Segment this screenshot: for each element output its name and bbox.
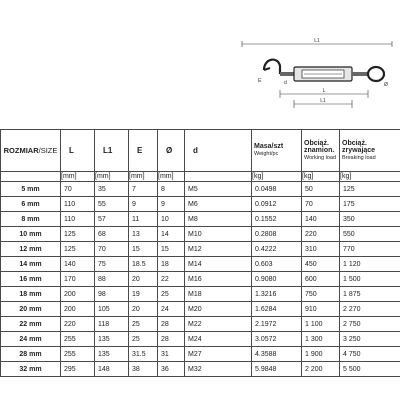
cell-breaking-load: 5 500 <box>340 362 400 377</box>
cell-working-load: 1 100 <box>302 317 340 332</box>
cell-d: M10 <box>185 227 252 242</box>
header-mass-en: Weight/pc <box>254 151 279 158</box>
header-size-alt: SIZE <box>40 145 58 155</box>
cell-phi: 8 <box>158 182 185 197</box>
cell-e: 20 <box>129 272 158 287</box>
header-row <box>1 130 400 172</box>
header-working-load <box>302 130 340 172</box>
label-e: E <box>258 78 262 84</box>
rod-left <box>280 72 294 76</box>
unit-e: [mm] <box>129 172 158 182</box>
cell-working-load: 310 <box>302 242 340 257</box>
table-row <box>1 362 400 377</box>
cell-l: 110 <box>61 212 95 227</box>
cell-phi: 31 <box>158 347 185 362</box>
header-working-load-pl-1: Obciąż. <box>304 139 329 147</box>
cell-mass: 5.9848 <box>252 362 302 377</box>
unit-l1: [mm] <box>95 172 129 182</box>
cell-phi: 25 <box>158 287 185 302</box>
cell-size: 24 mm <box>1 332 61 347</box>
cell-l: 125 <box>61 227 95 242</box>
cell-mass: 0.0912 <box>252 197 302 212</box>
cell-breaking-load: 2 270 <box>340 302 400 317</box>
table-row <box>1 227 400 242</box>
cell-breaking-load: 1 500 <box>340 272 400 287</box>
cell-l1: 148 <box>95 362 129 377</box>
cell-working-load: 750 <box>302 287 340 302</box>
unit-phi: [mm] <box>158 172 185 182</box>
cell-e: 25 <box>129 332 158 347</box>
table-row <box>1 317 400 332</box>
cell-phi: 36 <box>158 362 185 377</box>
cell-l1: 75 <box>95 257 129 272</box>
header-l: L <box>61 130 95 172</box>
cell-e: 19 <box>129 287 158 302</box>
header-size-main: ROZMIAR <box>3 145 39 155</box>
cell-e: 25 <box>129 317 158 332</box>
cell-l: 295 <box>61 362 95 377</box>
header-size-sep: / <box>38 145 41 155</box>
cell-mass: 1.3216 <box>252 287 302 302</box>
cell-mass: 0.603 <box>252 257 302 272</box>
table-row <box>1 272 400 287</box>
cell-breaking-load: 1 875 <box>340 287 400 302</box>
cell-size: 6 mm <box>1 197 61 212</box>
header-breaking-load-en: Breaking load <box>342 154 376 161</box>
table-row <box>1 182 400 197</box>
cell-size: 16 mm <box>1 272 61 287</box>
cell-d: M27 <box>185 347 252 362</box>
spec-table-body <box>1 182 400 377</box>
cell-l: 200 <box>61 302 95 317</box>
turnbuckle-drawing-svg <box>234 34 398 114</box>
cell-phi: 22 <box>158 272 185 287</box>
table-row <box>1 242 400 257</box>
header-size <box>1 130 61 172</box>
cell-phi: 10 <box>158 212 185 227</box>
unit-mass: [kg] <box>252 172 302 182</box>
cell-breaking-load: 350 <box>340 212 400 227</box>
cell-l: 220 <box>61 317 95 332</box>
cell-d: M16 <box>185 272 252 287</box>
label-l1: L1 <box>320 98 326 104</box>
cell-l: 110 <box>61 197 95 212</box>
cell-d: M12 <box>185 242 252 257</box>
rod-right <box>352 72 368 76</box>
cell-e: 15 <box>129 242 158 257</box>
cell-l1: 118 <box>95 317 129 332</box>
cell-l: 200 <box>61 287 95 302</box>
cell-l1: 35 <box>95 182 129 197</box>
cell-l1: 68 <box>95 227 129 242</box>
label-l: L <box>322 88 326 94</box>
cell-l: 125 <box>61 242 95 257</box>
cell-l: 255 <box>61 347 95 362</box>
cell-phi: 9 <box>158 197 185 212</box>
table-row <box>1 257 400 272</box>
cell-working-load: 220 <box>302 227 340 242</box>
cell-size: 12 mm <box>1 242 61 257</box>
cell-d: M8 <box>185 212 252 227</box>
cell-mass: 0.2808 <box>252 227 302 242</box>
unit-l: [mm] <box>61 172 95 182</box>
table-row <box>1 332 400 347</box>
cell-size: 8 mm <box>1 212 61 227</box>
cell-breaking-load: 175 <box>340 197 400 212</box>
table-row <box>1 347 400 362</box>
cell-l: 140 <box>61 257 95 272</box>
cell-phi: 28 <box>158 317 185 332</box>
cell-e: 13 <box>129 227 158 242</box>
unit-breaking-load: [kg] <box>340 172 400 182</box>
cell-working-load: 2 200 <box>302 362 340 377</box>
cell-phi: 24 <box>158 302 185 317</box>
cell-mass: 0.1552 <box>252 212 302 227</box>
cell-d: M6 <box>185 197 252 212</box>
cell-e: 11 <box>129 212 158 227</box>
cell-size: 14 mm <box>1 257 61 272</box>
unit-size <box>1 172 61 182</box>
cell-working-load: 1 900 <box>302 347 340 362</box>
cell-working-load: 600 <box>302 272 340 287</box>
label-phi: Ø <box>384 82 388 88</box>
table-row <box>1 197 400 212</box>
header-l1: L1 <box>95 130 129 172</box>
cell-d: M5 <box>185 182 252 197</box>
cell-phi: 28 <box>158 332 185 347</box>
cell-l1: 98 <box>95 287 129 302</box>
cell-d: M18 <box>185 287 252 302</box>
cell-breaking-load: 1 120 <box>340 257 400 272</box>
cell-l: 70 <box>61 182 95 197</box>
cell-breaking-load: 125 <box>340 182 400 197</box>
header-mass <box>252 130 302 172</box>
cell-d: M24 <box>185 332 252 347</box>
cell-size: 28 mm <box>1 347 61 362</box>
cell-mass: 4.3588 <box>252 347 302 362</box>
cell-l1: 88 <box>95 272 129 287</box>
header-phi: Ø <box>158 130 185 172</box>
table-row <box>1 287 400 302</box>
cell-working-load: 450 <box>302 257 340 272</box>
turnbuckle-drawing <box>234 34 398 114</box>
unit-d <box>185 172 252 182</box>
cell-working-load: 140 <box>302 212 340 227</box>
spec-table <box>0 129 400 377</box>
hook-shape <box>264 60 280 74</box>
cell-l1: 57 <box>95 212 129 227</box>
cell-size: 32 mm <box>1 362 61 377</box>
cell-e: 20 <box>129 302 158 317</box>
cell-working-load: 1 300 <box>302 332 340 347</box>
cell-mass: 3.0572 <box>252 332 302 347</box>
eye-ring <box>368 67 384 81</box>
label-l1-top: L1 <box>314 38 320 44</box>
cell-e: 18.5 <box>129 257 158 272</box>
cell-size: 5 mm <box>1 182 61 197</box>
header-breaking-load-pl-2: zrywające <box>342 146 376 154</box>
cell-size: 18 mm <box>1 287 61 302</box>
cell-e: 31.5 <box>129 347 158 362</box>
cell-mass: 2.1972 <box>252 317 302 332</box>
header-e: E <box>129 130 158 172</box>
cell-l1: 55 <box>95 197 129 212</box>
header-breaking-load-pl-1: Obciąż. <box>342 139 367 147</box>
cell-breaking-load: 770 <box>340 242 400 257</box>
header-d: d <box>185 130 252 172</box>
header-working-load-pl-2: znamion. <box>304 146 335 154</box>
cell-e: 9 <box>129 197 158 212</box>
cell-working-load: 910 <box>302 302 340 317</box>
units-row <box>1 172 400 182</box>
cell-size: 22 mm <box>1 317 61 332</box>
cell-l1: 135 <box>95 347 129 362</box>
header-breaking-load <box>340 130 400 172</box>
cell-mass: 1.6284 <box>252 302 302 317</box>
cell-breaking-load: 3 250 <box>340 332 400 347</box>
unit-working-load: [kg] <box>302 172 340 182</box>
cell-d: M20 <box>185 302 252 317</box>
cell-l: 255 <box>61 332 95 347</box>
cell-mass: 0.9080 <box>252 272 302 287</box>
cell-e: 38 <box>129 362 158 377</box>
cell-mass: 0.4222 <box>252 242 302 257</box>
cell-d: M32 <box>185 362 252 377</box>
header-working-load-en: Working load <box>304 154 336 161</box>
cell-breaking-load: 2 750 <box>340 317 400 332</box>
cell-phi: 14 <box>158 227 185 242</box>
header-mass-pl: Masa/szt <box>254 143 284 151</box>
label-d: d <box>284 80 287 86</box>
cell-breaking-load: 550 <box>340 227 400 242</box>
cell-phi: 15 <box>158 242 185 257</box>
cell-d: M14 <box>185 257 252 272</box>
cell-l1: 135 <box>95 332 129 347</box>
cell-phi: 18 <box>158 257 185 272</box>
cell-size: 20 mm <box>1 302 61 317</box>
cell-working-load: 70 <box>302 197 340 212</box>
cell-mass: 0.0498 <box>252 182 302 197</box>
cell-working-load: 50 <box>302 182 340 197</box>
cell-d: M22 <box>185 317 252 332</box>
cell-breaking-load: 4 750 <box>340 347 400 362</box>
cell-e: 7 <box>129 182 158 197</box>
cell-size: 10 mm <box>1 227 61 242</box>
cell-l1: 105 <box>95 302 129 317</box>
table-row <box>1 212 400 227</box>
cell-l: 170 <box>61 272 95 287</box>
cell-l1: 70 <box>95 242 129 257</box>
table-row <box>1 302 400 317</box>
